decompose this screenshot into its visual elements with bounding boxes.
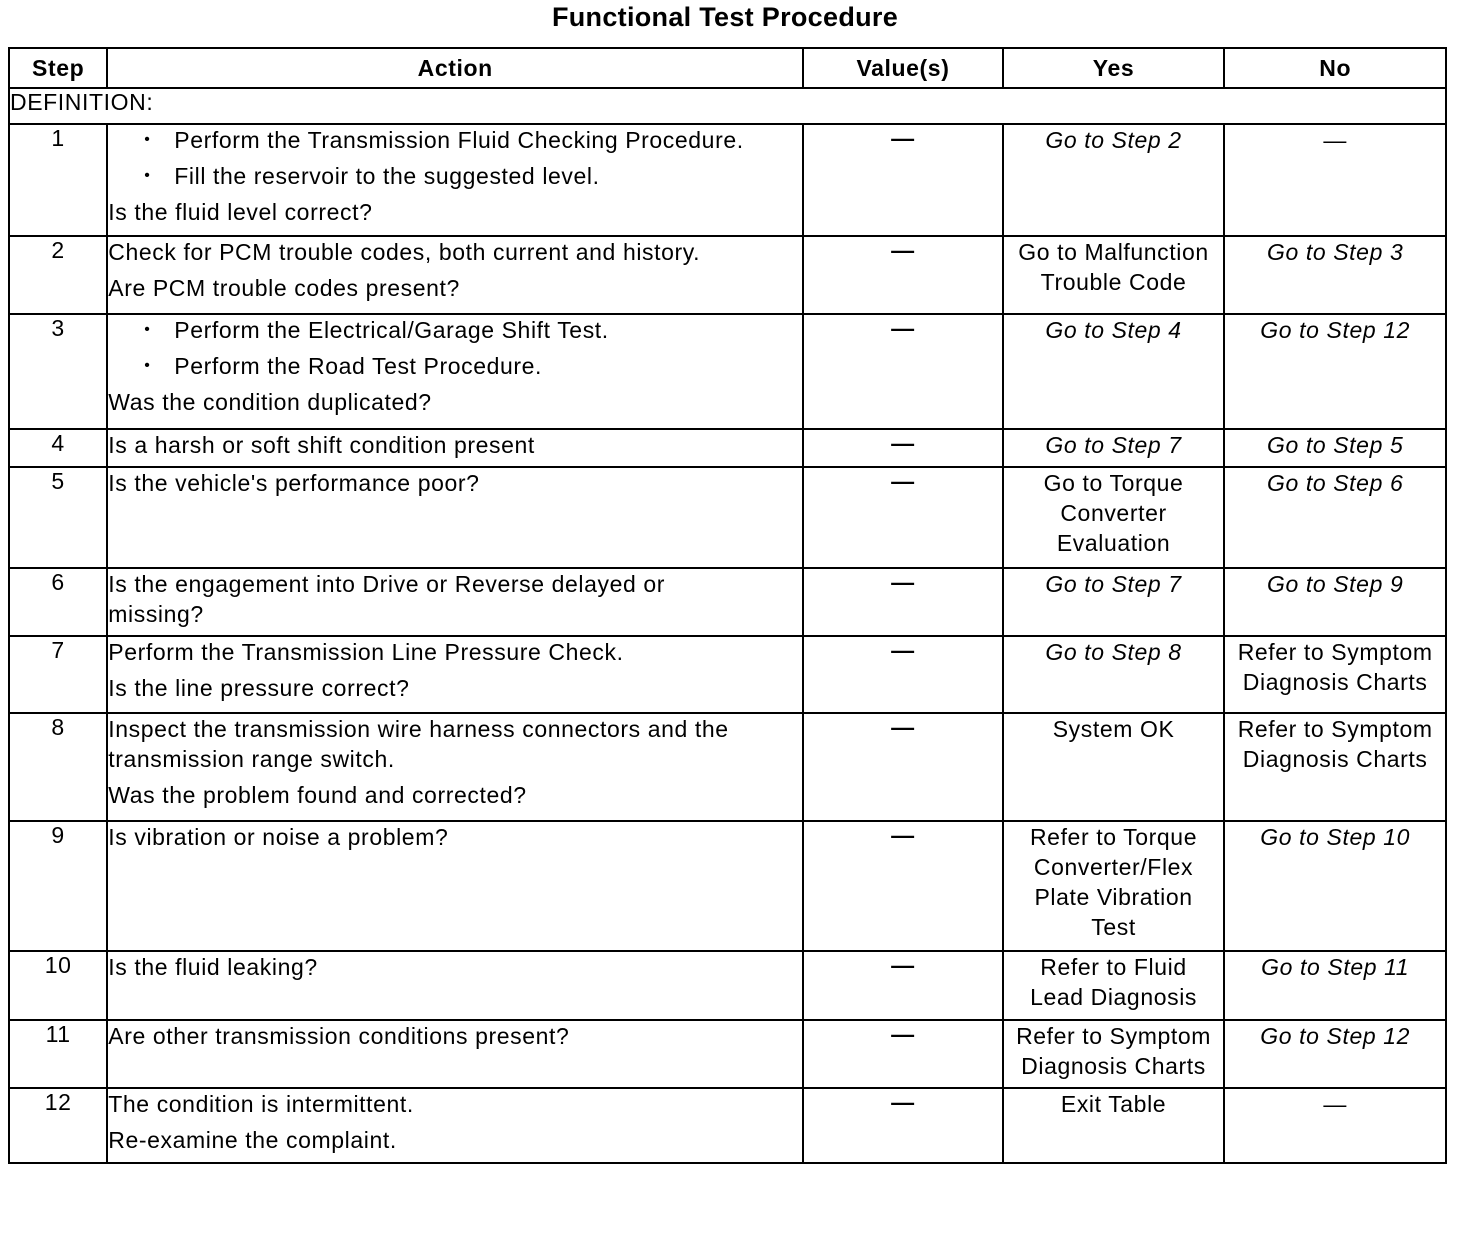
action-question: Is the fluid leaking? <box>108 954 318 980</box>
step-number: 3 <box>9 314 107 429</box>
table-row <box>9 821 1446 951</box>
action-question: Is vibration or noise a problem? <box>108 824 449 850</box>
action-question: Is the engagement into Drive or Reverse delayed or <box>108 571 665 597</box>
value-cell: — <box>803 236 1003 314</box>
yes-cell: Go to Step 2 <box>1003 124 1225 236</box>
table-row <box>9 314 1446 429</box>
no-cell: Go to Step 10 <box>1224 821 1446 951</box>
table-row <box>9 429 1446 467</box>
definition-row <box>9 88 1446 124</box>
table-header-row <box>9 48 1446 88</box>
table-row <box>9 236 1446 314</box>
page-title: Functional Test Procedure <box>551 2 899 32</box>
no-cell: Refer to Symptom Diagnosis Charts <box>1224 713 1446 821</box>
table-row <box>9 1088 1446 1163</box>
action-question: Are PCM trouble codes present? <box>108 275 460 301</box>
table-row <box>9 124 1446 236</box>
value-cell: — <box>803 821 1003 951</box>
action-cell <box>107 636 803 713</box>
action-question-cont: missing? <box>108 601 204 627</box>
action-question: Was the condition duplicated? <box>108 389 432 415</box>
no-cell: Go to Step 5 <box>1224 429 1446 467</box>
step-number: 2 <box>9 236 107 314</box>
action-cell <box>107 1088 803 1163</box>
no-cell: Go to Step 11 <box>1224 951 1446 1020</box>
table-row <box>9 1020 1446 1088</box>
action-question: Is the fluid level correct? <box>108 199 373 225</box>
action-cell <box>107 951 803 1020</box>
step-number: 4 <box>9 429 107 467</box>
header-action: Action <box>107 48 803 88</box>
action-cell <box>107 236 803 314</box>
value-cell: — <box>803 636 1003 713</box>
value-cell: — <box>803 951 1003 1020</box>
no-cell: Go to Step 12 <box>1224 314 1446 429</box>
yes-cell: Refer to Fluid Lead Diagnosis <box>1003 951 1225 1020</box>
value-cell: — <box>803 713 1003 821</box>
action-question: Is a harsh or soft shift condition present <box>108 432 535 458</box>
step-number: 11 <box>9 1020 107 1088</box>
action-question: Is the line pressure correct? <box>108 675 410 701</box>
action-line: Perform the Transmission Line Pressure Check. <box>108 639 624 665</box>
action-bullet: • Perform the Electrical/Garage Shift Test. <box>108 315 802 345</box>
action-cell <box>107 821 803 951</box>
no-cell: Go to Step 12 <box>1224 1020 1446 1088</box>
action-cell <box>107 314 803 429</box>
header-no: No <box>1224 48 1446 88</box>
header-yes: Yes <box>1003 48 1225 88</box>
step-number: 9 <box>9 821 107 951</box>
action-line-cont: transmission range switch. <box>108 746 395 772</box>
step-number: 10 <box>9 951 107 1020</box>
no-cell: Go to Step 3 <box>1224 236 1446 314</box>
yes-cell: Go to Malfunction Trouble Code <box>1003 236 1225 314</box>
value-cell: — <box>803 467 1003 568</box>
action-line: Re-examine the complaint. <box>108 1127 397 1153</box>
action-line: The condition is intermittent. <box>108 1091 414 1117</box>
step-number: 6 <box>9 568 107 636</box>
step-number: 7 <box>9 636 107 713</box>
action-cell <box>107 124 803 236</box>
table-row <box>9 713 1446 821</box>
no-cell: Go to Step 9 <box>1224 568 1446 636</box>
table-row <box>9 467 1446 568</box>
action-bullet: • Perform the Road Test Procedure. <box>108 351 802 381</box>
yes-cell: Go to Step 8 <box>1003 636 1225 713</box>
value-cell: — <box>803 124 1003 236</box>
header-values: Value(s) <box>803 48 1003 88</box>
action-cell <box>107 713 803 821</box>
yes-cell: Go to Torque Converter Evaluation <box>1003 467 1225 568</box>
action-bullet: • Perform the Transmission Fluid Checking Procedure. <box>108 125 802 155</box>
action-line: Inspect the transmission wire harness connectors and the <box>108 716 729 742</box>
table-row <box>9 568 1446 636</box>
value-cell: — <box>803 429 1003 467</box>
definition-label: DEFINITION: <box>9 88 1446 124</box>
value-cell: — <box>803 1020 1003 1088</box>
action-question: Was the problem found and corrected? <box>108 782 527 808</box>
step-number: 5 <box>9 467 107 568</box>
value-cell: — <box>803 314 1003 429</box>
yes-cell: Go to Step 7 <box>1003 429 1225 467</box>
value-cell: — <box>803 568 1003 636</box>
functional-test-table <box>8 47 1447 1164</box>
header-step: Step <box>9 48 107 88</box>
action-question: Is the vehicle's performance poor? <box>108 470 480 496</box>
no-cell: Go to Step 6 <box>1224 467 1446 568</box>
action-cell <box>107 467 803 568</box>
table-row <box>9 636 1446 713</box>
no-cell: — <box>1224 124 1446 236</box>
action-bullet: • Fill the reservoir to the suggested level. <box>108 161 802 191</box>
yes-cell: Go to Step 4 <box>1003 314 1225 429</box>
no-cell: — <box>1224 1088 1446 1163</box>
step-number: 8 <box>9 713 107 821</box>
yes-cell: Refer to Torque Converter/Flex Plate Vibration Test <box>1003 821 1225 951</box>
action-cell <box>107 1020 803 1088</box>
action-cell <box>107 429 803 467</box>
value-cell: — <box>803 1088 1003 1163</box>
no-cell: Refer to Symptom Diagnosis Charts <box>1224 636 1446 713</box>
yes-cell: Go to Step 7 <box>1003 568 1225 636</box>
action-cell <box>107 568 803 636</box>
action-question: Are other transmission conditions present? <box>108 1023 570 1049</box>
table-row <box>9 951 1446 1020</box>
yes-cell: Refer to Symptom Diagnosis Charts <box>1003 1020 1225 1088</box>
yes-cell: Exit Table <box>1003 1088 1225 1163</box>
yes-cell: System OK <box>1003 713 1225 821</box>
action-line: Check for PCM trouble codes, both current and history. <box>108 239 701 265</box>
step-number: 1 <box>9 124 107 236</box>
step-number: 12 <box>9 1088 107 1163</box>
